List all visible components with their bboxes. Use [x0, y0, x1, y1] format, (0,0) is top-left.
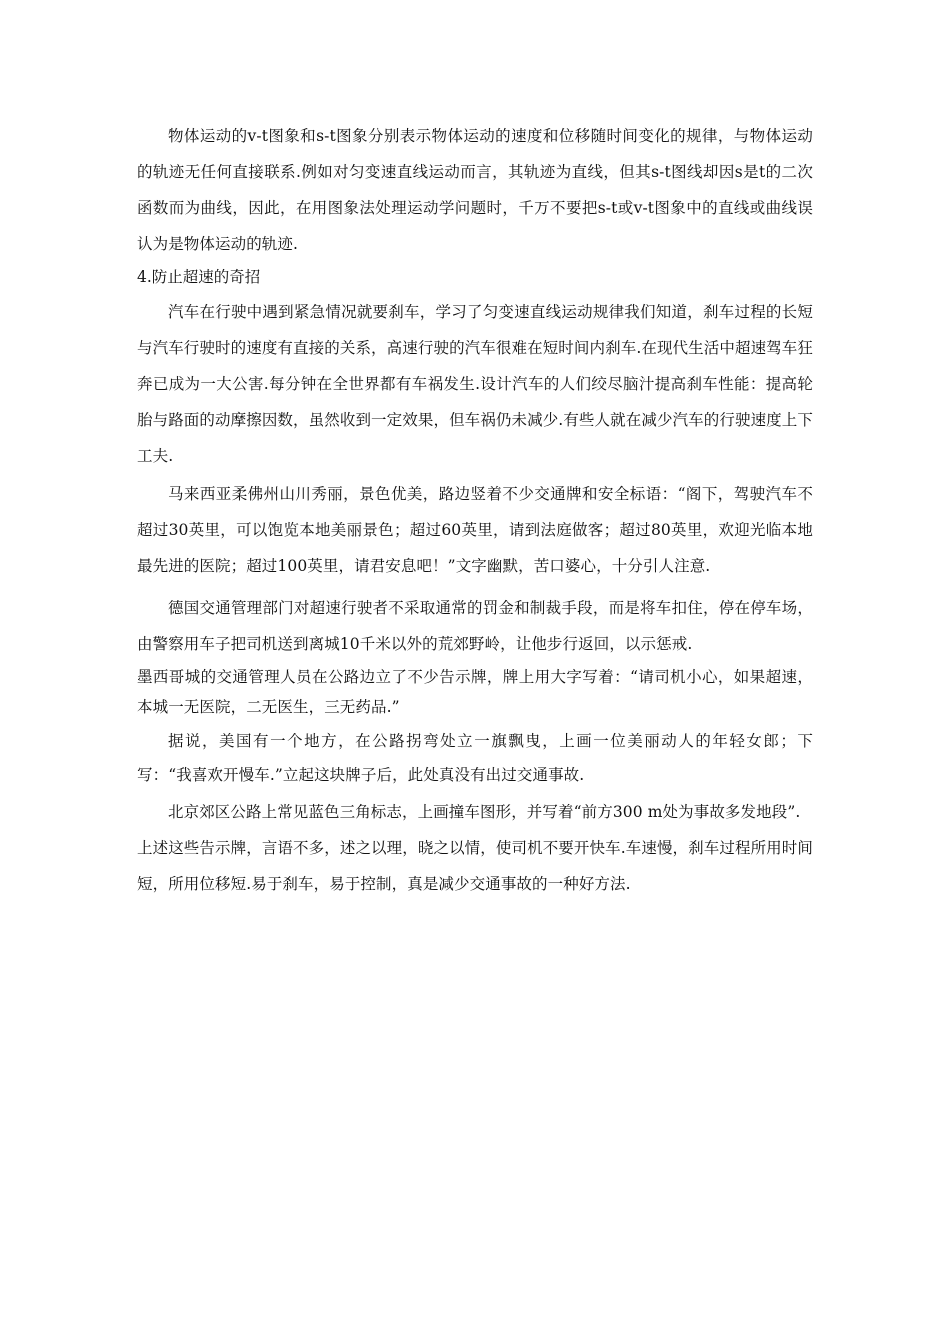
paragraph-usa: 据说，美国有一个地方，在公路拐弯处立一旗飘曳，上画一位美丽动人的年轻女郎；下写：“我喜欢开慢车.”立起这块牌子后，此处真没有出过交通事故.: [137, 732, 813, 784]
paragraph-beijing: 北京郊区公路上常见蓝色三角标志，上画撞车图形，并写着“前方300 m处为事故多发地段”.: [168, 803, 801, 821]
paragraph-graph-vs-trajectory: 物体运动的v-t图象和s-t图象分别表示物体运动的速度和位移随时间变化的规律，与物体运动的轨迹无任何直接联系.例如对匀变速直线运动而言，其轨迹为直线，但其s-t图线却因s是t的二次函数而为曲线，因此，在用图象法处理运动学问题时，千万不要把s-t或v-t图象中的直线或曲线误认为是物体运动的轨迹.: [137, 127, 813, 253]
document-page: [137, 118, 813, 902]
paragraph-mexico: 墨西哥城的交通管理人员在公路边立了不少告示牌，牌上用大字写着：“请司机小心，如果超速，本城一无医院，二无医生，三无药品.”: [137, 668, 813, 716]
paragraph-malaysia: 马来西亚柔佛州山川秀丽，景色优美，路边竖着不少交通牌和安全标语：“阁下，驾驶汽车不超过30英里，可以饱览本地美丽景色；超过60英里，请到法庭做客；超过80英里，欢迎光临本地最先进的医院；超过100英里，请君安息吧！”文字幽默，苦口婆心，十分引人注意.: [137, 485, 813, 575]
paragraph-germany: 德国交通管理部门对超速行驶者不采取通常的罚金和制裁手段，而是将车扣住，停在停车场，由警察用车子把司机送到离城10千米以外的荒郊野岭，让他步行返回，以示惩戒.: [137, 599, 813, 653]
paragraph-conclusion: 上述这些告示牌，言语不多，述之以理，晓之以情，使司机不要开快车.车速慢，刹车过程所用时间短，所用位移短.易于刹车，易于控制，真是减少交通事故的一种好方法.: [137, 839, 813, 893]
paragraph-braking-intro: 汽车在行驶中遇到紧急情况就要刹车，学习了匀变速直线运动规律我们知道，刹车过程的长短与汽车行驶时的速度有直接的关系，高速行驶的汽车很难在短时间内刹车.在现代生活中超速驾车狂奔已成为一大公害.每分钟在全世界都有车祸发生.设计汽车的人们绞尽脑汁提高刹车性能：提高轮胎与路面的动摩擦因数，虽然收到一定效果，但车祸仍未减少.有些人就在减少汽车的行驶速度上下工夫.: [137, 303, 813, 465]
section-heading: 4.防止超速的奇招: [137, 268, 261, 286]
